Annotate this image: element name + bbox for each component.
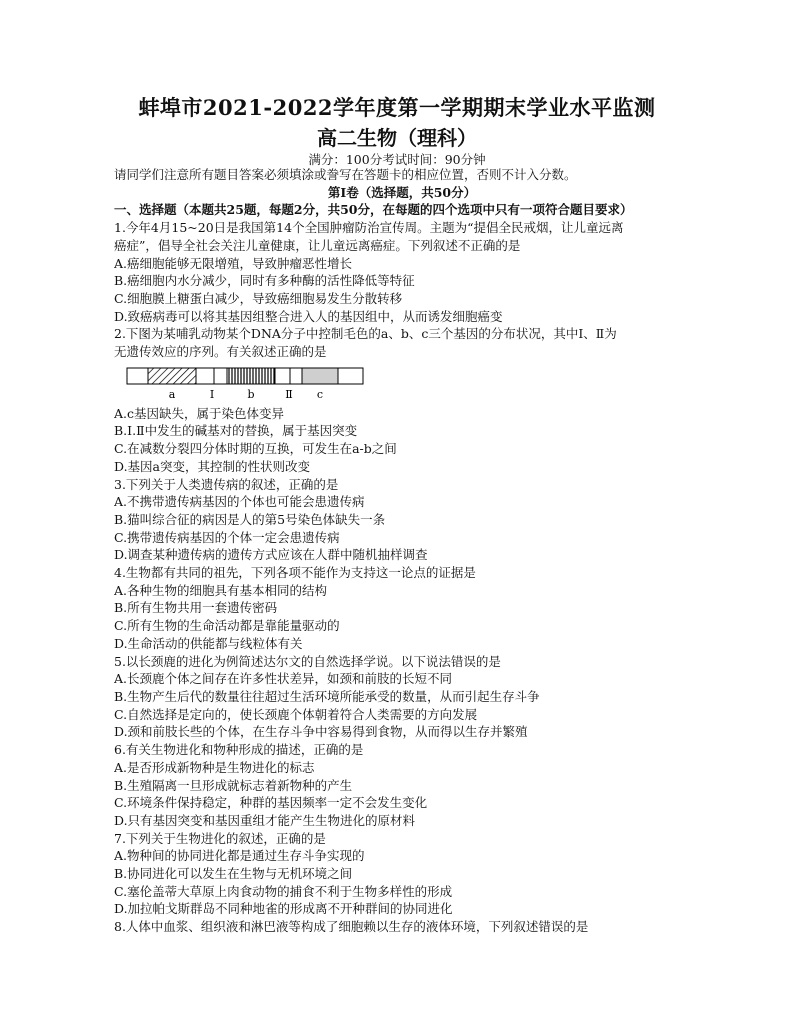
label-b: b bbox=[247, 387, 255, 401]
option: C.所有生物的生命活动都是靠能量驱动的 bbox=[114, 618, 340, 634]
option: C.携带遗传病基因的个体一定会患遗传病 bbox=[114, 529, 340, 545]
option: A.物种间的协同进化都是通过生存斗争实现的 bbox=[114, 848, 365, 864]
option: D.致癌病毒可以将其基因组整合进入人的基因组中，从而诱发细胞癌变 bbox=[114, 308, 503, 324]
question-stem: 1.今年4月15~20日是我国第14个全国肿瘤防治宣传周。主题为“提倡全民戒烟，让儿童远离 bbox=[114, 220, 624, 236]
question-6 bbox=[114, 741, 690, 830]
question-stem: 5.以长颈鹿的进化为例简述达尔文的自然选择学说。以下说法错误的是 bbox=[114, 653, 501, 669]
question-2 bbox=[114, 325, 690, 475]
section-heading: 一、选择题（本题共25题，每题2分，共50分，在每题的四个选项中只有一项符合题目要求） bbox=[114, 202, 633, 218]
option: A.不携带遗传病基因的个体也可能会患遗传病 bbox=[114, 494, 365, 510]
question-stem: 3.下列关于人类遗传病的叙述，正确的是 bbox=[114, 476, 339, 492]
label-I: Ⅰ bbox=[209, 387, 215, 401]
option: C.自然选择是定向的，使长颈鹿个体朝着符合人类需要的方向发展 bbox=[114, 706, 478, 722]
question-stem: 6.有关生物进化和物种形成的描述，正确的是 bbox=[114, 742, 364, 758]
option: B.癌细胞内水分减少，同时有多种酶的活性降低等特征 bbox=[114, 273, 415, 289]
option: A.各种生物的细胞具有基本相同的结构 bbox=[114, 582, 328, 598]
question-stem: 4.生物都有共同的祖先，下列各项不能作为支持这一论点的证据是 bbox=[114, 565, 476, 581]
option: B.Ⅰ.Ⅱ中发生的碱基对的替换，属于基因突变 bbox=[114, 423, 358, 439]
option: D.加拉帕戈斯群岛不同种地雀的形成离不开种群间的协同进化 bbox=[114, 901, 453, 917]
option: C.在减数分裂四分体时期的互换，可发生在a-b之间 bbox=[114, 441, 397, 457]
option: C.塞伦盖蒂大草原上肉食动物的捕食不利于生物多样性的形成 bbox=[114, 883, 453, 899]
option: D.基因a突变，其控制的性状则改变 bbox=[114, 458, 311, 474]
option: A.癌细胞能够无限增殖，导致肿瘤恶性增长 bbox=[114, 255, 353, 271]
question-5 bbox=[114, 653, 690, 742]
option: B.生物产生后代的数量往往超过生活环境所能承受的数量，从而引起生存斗争 bbox=[114, 688, 540, 704]
option: C.细胞膜上糖蛋白减少，导致癌细胞易发生分散转移 bbox=[114, 290, 403, 306]
option: B.协同进化可以发生在生物与无机环境之间 bbox=[114, 866, 353, 882]
question-stem: 8.人体中血浆、组织液和淋巴液等构成了细胞赖以生存的液体环境，下列叙述错误的是 bbox=[114, 919, 589, 935]
gene-a-segment bbox=[148, 368, 196, 384]
question-8 bbox=[114, 918, 690, 936]
dna-gene-diagram bbox=[114, 365, 690, 401]
part-heading: 第Ⅰ卷（选择题，共50分） bbox=[327, 184, 477, 200]
question-7 bbox=[114, 830, 690, 919]
exam-body bbox=[114, 166, 690, 936]
question-4 bbox=[114, 564, 690, 653]
option: A.c基因缺失，属于染色体变异 bbox=[114, 405, 285, 421]
option: D.生命活动的供能都与线粒体有关 bbox=[114, 635, 303, 651]
option: A.长颈鹿个体之间存在许多性状差异，如颈和前肢的长短不同 bbox=[114, 671, 453, 687]
option: D.颈和前肢长些的个体，在生存斗争中容易得到食物，从而得以生存并繁殖 bbox=[114, 724, 528, 740]
option: D.只有基因突变和基因重组才能产生生物进化的原材料 bbox=[114, 812, 416, 828]
label-c: c bbox=[316, 387, 324, 401]
exam-subject: 高二生物（理科） bbox=[317, 126, 477, 150]
dna-strip-figure bbox=[126, 367, 366, 401]
score-info: 满分：100分考试时间：90分钟 bbox=[308, 152, 486, 167]
gene-c-segment bbox=[302, 368, 338, 384]
option: B.猫叫综合征的病因是人的第5号染色体缺失一条 bbox=[114, 511, 386, 527]
question-stem: 7.下列关于生物进化的叙述，正确的是 bbox=[114, 830, 326, 846]
question-3 bbox=[114, 476, 690, 565]
option: B.生殖隔离一旦形成就标志着新物种的产生 bbox=[114, 777, 353, 793]
label-a: a bbox=[168, 387, 176, 401]
option: B.所有生物共用一套遗传密码 bbox=[114, 600, 278, 616]
exam-title: 蚌埠市2021-2022学年度第一学期期末学业水平监测 bbox=[138, 95, 656, 120]
option: D.调查某种遗传病的遗传方式应该在人群中随机抽样调查 bbox=[114, 547, 428, 563]
notice: 请同学们注意所有题目答案必须填涂或誊写在答题卡的相应位置，否则不计入分数。 bbox=[114, 167, 577, 182]
question-1 bbox=[114, 219, 690, 325]
gene-b-segment bbox=[227, 368, 275, 384]
question-stem: 2.下图为某哺乳动物某个DNA分子中控制毛色的a、b、c三个基因的分布状况，其中Ⅰ、Ⅱ为 bbox=[114, 326, 617, 342]
option: C.环境条件保持稳定，种群的基因频率一定不会发生变化 bbox=[114, 795, 428, 811]
label-II: Ⅱ bbox=[285, 387, 293, 401]
question-stem: 无遗传效应的序列。有关叙述正确的是 bbox=[114, 344, 327, 360]
question-stem: 癌症”，倡导全社会关注儿童健康，让儿童远离癌症。下列叙述不正确的是 bbox=[114, 237, 521, 253]
option: A.是否形成新物种是生物进化的标志 bbox=[114, 759, 315, 775]
